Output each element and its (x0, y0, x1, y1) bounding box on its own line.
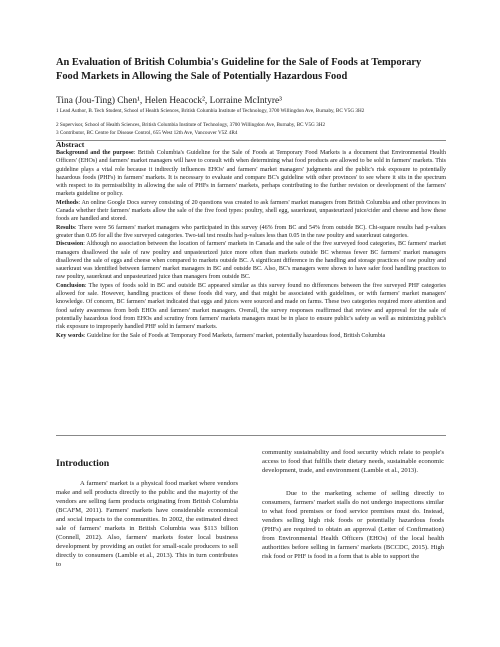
intro-paragraph-1: A farmers' market is a physical food market where vendors make and sell products directly to the public and the majority of the vendors are selling farm products originating from British Columbia (BCAFM, 2011). Farmers' markets have considerable economical and social impacts to the communities. In 2002, the estimated direct sale of farmers' markets in British Columbia was $113 billion (Connell, 2012). Also, farmers' markets foster local business development by providing an outlet for small-scale producers to sell directly to consumers (Lamble et al., 2013). This in turn contributes to (56, 480, 238, 568)
results-label: Results (56, 224, 75, 231)
affiliation-1: 1 Lead Author, B. Tech Student, School of Health Sciences, British Columbia Institute of Technology, 3700 Willingdon Ave, Burnaby, BC V5G 3H2 (56, 108, 365, 114)
abstract-background (56, 149, 446, 199)
methods-text: : An online Google Docs survey consisting of 20 questions was created to ask farmers' market managers from British Columbia and other provinces in Canada whether their farmers' markets allow the sale of the five food types: poultry, shell egg, sauerkraut, unpasteurized juice/cider and cheese and how these foods are handled and stored. (56, 199, 446, 223)
discussion-text: : Although no association between the location of farmers' markets in Canada and the sale of the five surveyed food categories, BC farmers' market managers disallowed the sale of raw poultry and unpasteurized juice more often than markets outside BC whereas fewer BC farmers' market managers disallowed the sale of eggs and cheese when compared to markets outside BC. A significant difference in the handling and storage practices of raw poultry and sauerkraut was identified between farmers' market managers in BC and outside BC. Also, BC's managers were shown to have safer food handling practices to raw poultry, sauerkraut and unpasteurized juice than managers from outside BC. (56, 241, 446, 281)
abstract-conclusion (56, 282, 446, 332)
conclusion-text: : The types of foods sold in BC and outside BC appeared similar as this survey found no differences between the five surveyed PHF categories allowed for sale. However, handling practices of these foods did vary, and that might be associated with guidelines, or with farmers' market managers' knowledge. Of concern, BC farmers' market indicated that eggs and juices were sourced and made on farms. These two categories required more attention and food safety awareness from both EHOs and farmers' market managers. Overall, the survey responses reaffirmed that review and approval for the sale of potentially hazardous food from EHOs and scrutiny from farmers' markets managers must be in place to ensure public's safety as well as minimizing public's risk exposure to improperly handled PHF sold in farmers' markets. (56, 282, 446, 331)
affiliation-2: 2 Supervisor, School of Health Sciences, British Columbia Institute of Technology, 3700 Willingdon Ave, Burnaby, BC V5G 3H2 (56, 122, 326, 128)
abstract-results (56, 224, 446, 241)
keywords-text: : Guideline for the Sale of Foods at Temporary Food Markets, farmers' market, potentially hazardous food, British Columbia (83, 332, 386, 339)
paper-title: An Evaluation of British Columbia's Guideline for the Sale of Foods at Temporary Food Markets in Allowing the Sale of Potentially Hazardous Food (56, 57, 422, 82)
abstract-methods (56, 199, 446, 224)
introduction-heading: Introduction (56, 458, 110, 469)
abstract-body (56, 149, 446, 340)
abstract-keywords (56, 332, 446, 340)
results-text: : There were 56 farmers' market managers who participated in this survey (46% from BC and 54% from outside BC). Chi-square results had p-values greater than 0.05 for all the five surveyed categories. Two-tail test results had p-values less than 0.05 in the raw poultry and sauerkraut categories. (56, 224, 446, 239)
column-right (262, 448, 444, 561)
methods-label: Methods (56, 199, 79, 206)
background-text: : British Columbia's Guideline for the Sale of Foods at Temporary Food Markets is a document that Environmental Health Officers' (EHOs) and farmers' market managers will have to consult with when determining what food products are allowed to be sold in farmers' markets. This guideline plays a vital role because it indirectly influences EHOs' and farmers' market managers' judgments and the public's risk exposure to potentially hazardous foods (PHFs) in farmers' markets. It is necessary to evaluate and compare BC's guideline with other provinces' to see where it sits in the spectrum with respect to its permissibility in allowing the sale of PHFs in farmers' markets, perhaps contributing to the further revision or development of the farmers' markets guideline or policy. (56, 150, 447, 198)
abstract-heading: Abstract (56, 140, 85, 149)
affiliation-3: 3 Contributor, BC Centre for Disease Control, 655 West 12th Ave, Vancouver V5Z 4R4 (56, 130, 238, 136)
intro-paragraph-1-cont: community sustainability and food security which relate to people's access to food that fulfills their dietary needs, sustainable economic development, trade, and environment (Lamble et al., 2013). (262, 449, 444, 474)
column-left (56, 479, 238, 569)
keywords-label: Key words (56, 332, 84, 339)
author-list: Tina (Jou-Ting) Chen¹, Helen Heacock², Lorraine McIntyre³ (56, 96, 282, 106)
abstract-discussion (56, 240, 446, 281)
discussion-label: Discussion (56, 241, 84, 248)
conclusion-label: Conclusion (56, 282, 85, 289)
background-label: Background and the purpose (56, 150, 134, 156)
intro-paragraph-2: Due to the marketing scheme of selling directly to consumers, farmers' market stalls do not undergo inspections similar to what food premises or food service premises must do. Instead, vendors selling high risk foods or potentially hazardous foods (PHFs) are required to obtain an approval (Letter of Confirmation) from Environmental Health Officers (EHOs) of the local health authorities before selling in farmers' markets (BCCDC, 2015). High risk food or PHF is food in a form that is able to support the (262, 490, 444, 560)
